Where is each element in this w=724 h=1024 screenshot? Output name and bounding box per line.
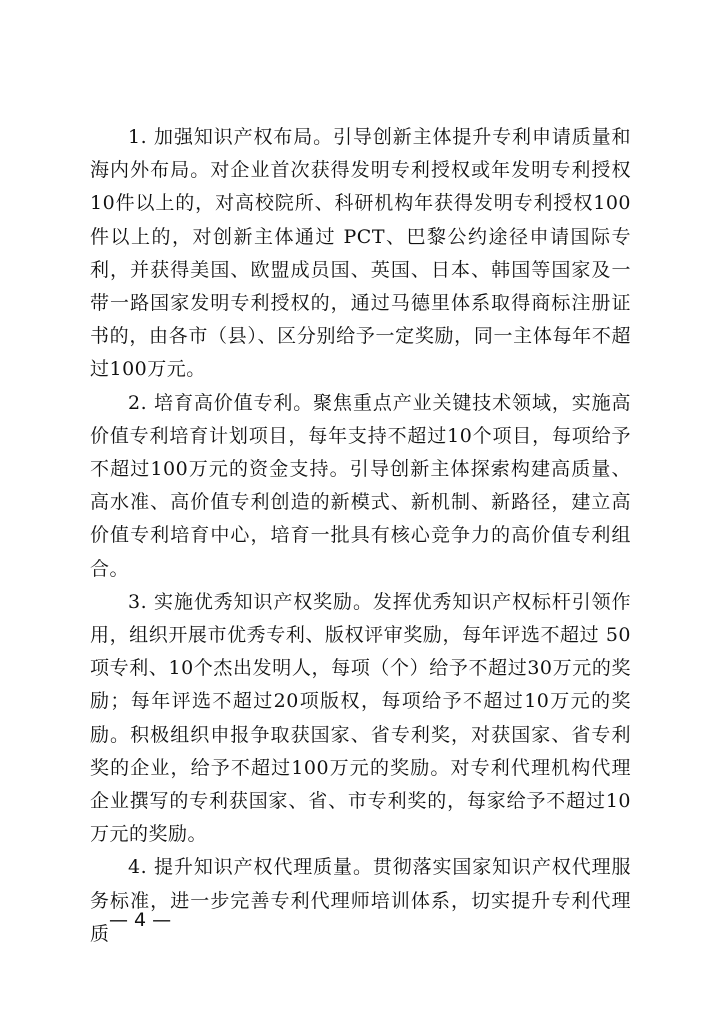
body-text: [90, 121, 631, 951]
paragraph-3: 3. 实施优秀知识产权奖励。发挥优秀知识产权标杆引领作用，组织开展市优秀专利、版权评审奖励，每年评选不超过 50项专利、10个杰出发明人，每项（个）给予不超过30万元的奖励；每年评选不超过20项版权，每项给予不超过10万元的奖励。积极组织申报争取获国家、省专利奖，对获国家、省专利奖的企业，给予不超过100万元的奖励。对专利代理机构代理企业撰写的专利获国家、省、市专利奖的，每家给予不超过10万元的奖励。: [90, 590, 631, 846]
page-number: — 4 —: [109, 909, 172, 931]
paragraph-1: 1. 加强知识产权布局。引导创新主体提升专利申请质量和海内外布局。对企业首次获得发明专利授权或年发明专利授权10件以上的，对高校院所、科研机构年获得发明专利授权100件以上的，对创新主体通过 PCT、巴黎公约途径申请国际专利，并获得美国、欧盟成员国、英国、日本、韩国等国家及一带一路国家发明专利授权的，通过马德里体系取得商标注册证书的，由各市（县）、区分别给予一定奖励，同一主体每年不超过100万元。: [90, 126, 631, 381]
paragraph-2: 2. 培育高价值专利。聚焦重点产业关键技术领域，实施高价值专利培育计划项目，每年支持不超过10个项目，每项给予不超过100万元的资金支持。引导创新主体探索构建高质量、高水准、高价值专利创造的新模式、新机制、新路径，建立高价值专利培育中心，培育一批具有核心竞争力的高价值专利组合。: [90, 391, 631, 580]
paragraph-4: 4. 提升知识产权代理质量。贯彻落实国家知识产权代理服务标准，进一步完善专利代理师培训体系，切实提升专利代理质: [90, 856, 631, 945]
